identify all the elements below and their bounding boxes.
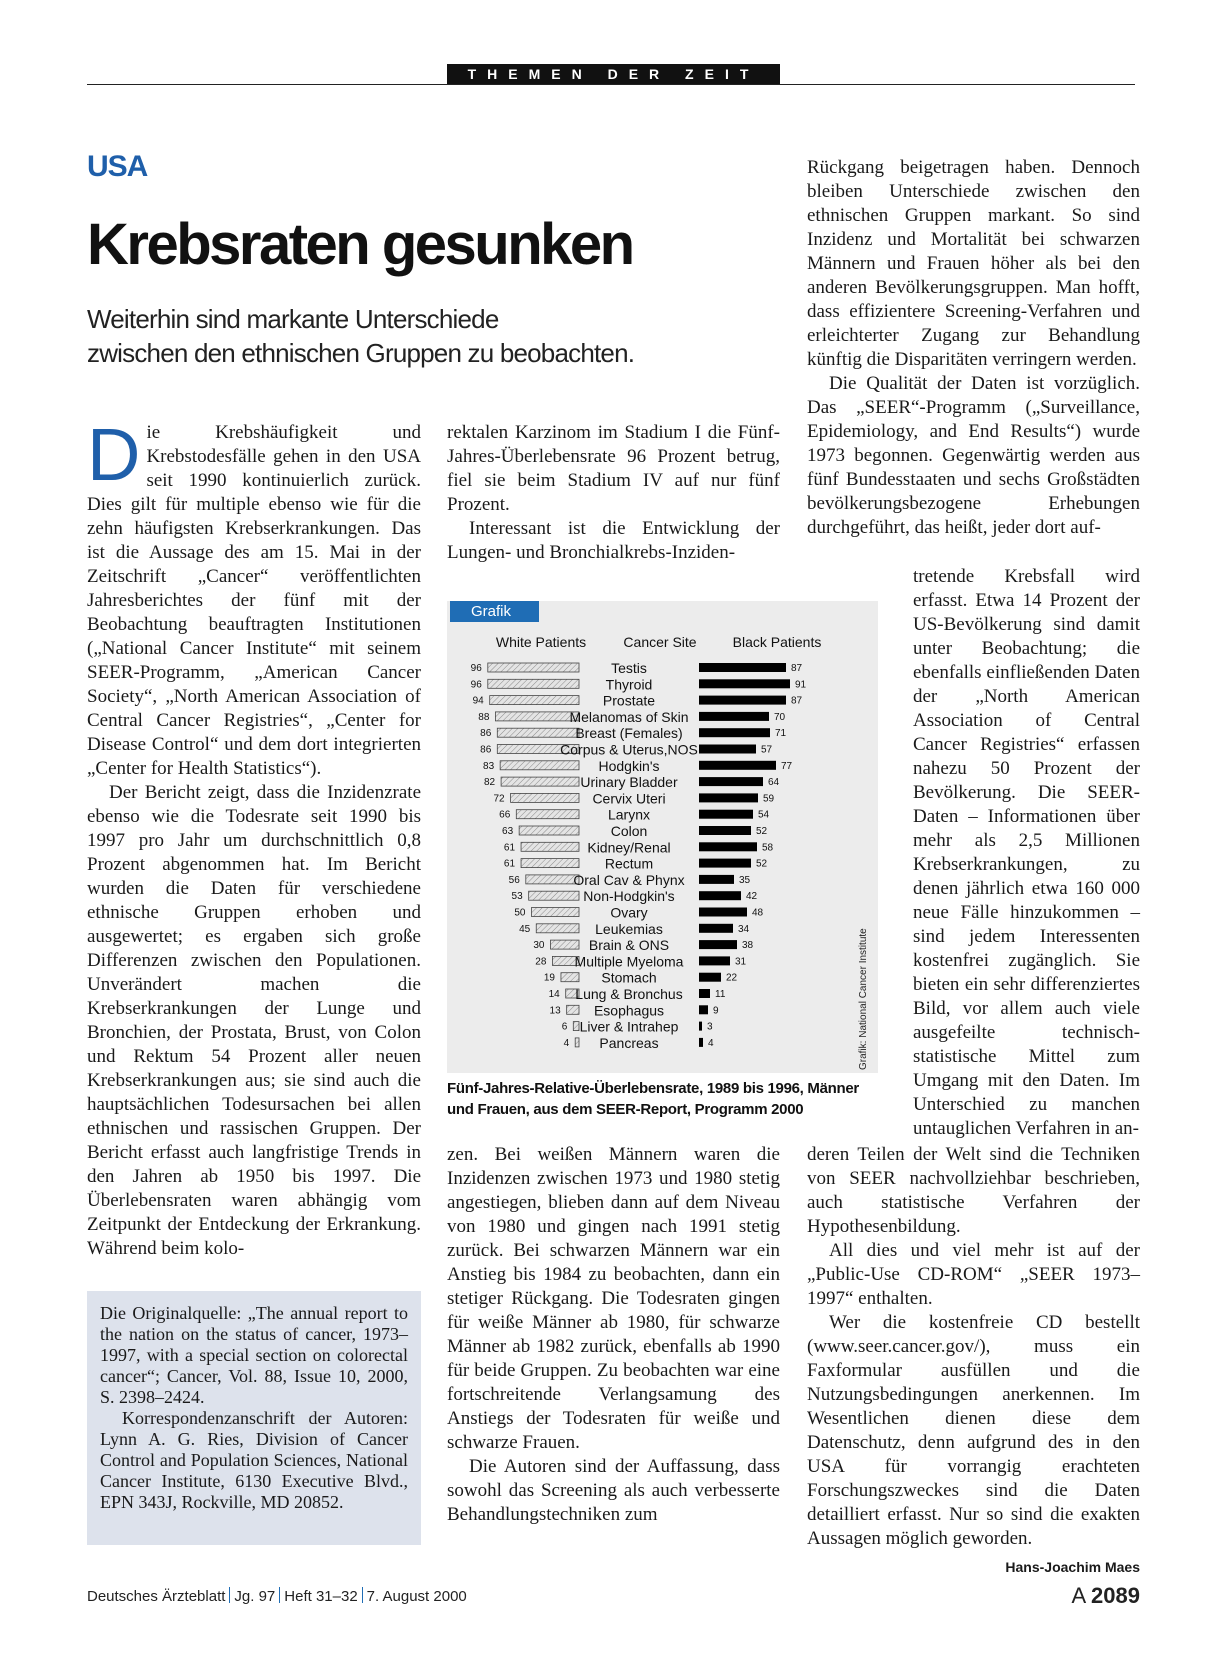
footer-separator: [279, 1587, 280, 1603]
value-label-black: 3: [707, 1021, 713, 1033]
bar-white-patients: [532, 908, 580, 917]
category-label: Urinary Bladder: [580, 774, 678, 791]
bar-black-patients: [699, 875, 734, 884]
paragraph: Interessant ist die Entwicklung der Lungen- und Bronchialkrebs-Inziden-: [447, 518, 780, 563]
category-label: Testis: [611, 660, 647, 676]
chart-header-site: Cancer Site: [623, 634, 697, 650]
category-label: Hodgkin's: [598, 757, 660, 774]
bar-white-patients: [561, 973, 579, 982]
category-label: Colon: [610, 823, 648, 839]
value-label-black: 52: [756, 858, 768, 870]
paragraph: deren Teilen der Welt sind die Techniken von SEER nachvollziehbar beschrieben, auch statistische Verfahren der Hypothesenbildung.: [807, 1144, 1140, 1237]
bar-white-patients: [529, 891, 579, 900]
value-label-white: 14: [548, 989, 560, 1000]
value-label-black: 91: [795, 679, 807, 691]
journal-issue: Heft 31–32: [284, 1588, 358, 1605]
value-label-black: 42: [746, 891, 758, 903]
paragraph: Die Autoren sind der Auffassung, dass sowohl das Screening als auch verbesserte Behandlungstechniken zum: [447, 1456, 780, 1525]
value-label-white: 72: [493, 793, 505, 805]
value-label-black: 38: [742, 940, 754, 952]
value-label-black: 22: [726, 972, 738, 984]
paragraph: [807, 1311, 1140, 1575]
category-label: Thyroid: [605, 676, 653, 693]
category-label: Stomach: [601, 969, 657, 986]
bar-black-patients: [699, 908, 747, 917]
bar-white-patients: [488, 679, 579, 688]
bar-black-patients: [699, 973, 721, 982]
value-label-white: 45: [519, 923, 531, 935]
bar-black-patients: [699, 891, 741, 900]
value-label-black: 52: [756, 826, 768, 837]
bar-white-patients: [575, 1038, 579, 1047]
value-label-black: 57: [761, 744, 773, 756]
bar-white-patients: [526, 875, 579, 884]
value-label-black: 34: [738, 923, 750, 935]
survival-rate-chart: [447, 601, 878, 1073]
value-label-white: 94: [472, 695, 484, 707]
value-label-black: 64: [768, 777, 780, 789]
bar-black-patients: [699, 842, 757, 851]
bar-black-patients: [699, 956, 730, 965]
correspondence-address: Korrespondenzanschrift der Autoren: Lynn A. G. Ries, Division of Cancer Control and Population Sciences, National Cancer Institute, 6130 Executive Blvd., EPN 343J, Rockville, MD 20852.: [100, 1408, 408, 1512]
text-column-3-wrap: [913, 565, 1140, 1141]
bar-black-patients: [699, 940, 737, 949]
chart-svg: [447, 601, 878, 1073]
footer-citation: [87, 1587, 1140, 1605]
subtitle-line-2: zwischen den ethnischen Gruppen zu beobachten.: [87, 338, 635, 368]
category-label: Larynx: [607, 806, 651, 823]
bar-black-patients: [699, 826, 751, 835]
bar-white-patients: [519, 826, 579, 835]
figure-tag: Grafik: [450, 601, 539, 622]
paragraph: rektalen Karzinom im Stadium I die Fünf-Jahres-Überlebensrate 96 Prozent betrug, fiel sie beim Stadium IV auf nur fünf Prozent.: [447, 422, 780, 515]
text-column-2-bottom: [447, 1143, 780, 1527]
category-label: Pancreas: [599, 1034, 659, 1051]
value-label-white: 13: [549, 1005, 561, 1017]
text-column-3-bottom: [807, 1143, 1140, 1579]
bar-white-patients: [567, 1005, 579, 1014]
value-label-white: 56: [508, 874, 520, 886]
value-label-white: 96: [470, 679, 482, 691]
value-label-white: 30: [533, 940, 545, 952]
bar-black-patients: [699, 1038, 703, 1047]
category-label: Lung & Bronchus: [575, 986, 683, 1002]
value-label-black: 11: [715, 989, 726, 1000]
bar-white-patients: [536, 924, 579, 933]
bar-black-patients: [699, 712, 769, 721]
category-label: Prostate: [602, 692, 656, 709]
article-subtitle: [87, 302, 777, 370]
bar-white-patients: [497, 728, 579, 737]
value-label-black: 31: [735, 956, 747, 968]
bar-white-patients: [521, 859, 579, 868]
bar-white-patients: [521, 842, 579, 851]
subtitle-line-1: Weiterhin sind markante Unterschiede: [87, 304, 499, 334]
value-label-black: 70: [774, 711, 786, 723]
category-label: Cervix Uteri: [592, 790, 666, 807]
value-label-black: 35: [739, 874, 751, 886]
lead-paragraph: [87, 413, 421, 781]
author-name: Hans-Joachim Maes: [1005, 1559, 1140, 1575]
bar-black-patients: [699, 793, 758, 802]
footer-separator: [362, 1587, 363, 1603]
journal-date: 7. August 2000: [366, 1588, 467, 1605]
value-label-black: 58: [762, 842, 774, 854]
category-label: Leukemias: [595, 920, 663, 937]
bar-black-patients: [699, 679, 790, 688]
value-label-black: 87: [791, 695, 803, 707]
paragraph: tretende Krebsfall wird erfasst. Etwa 14 Prozent der US-Bevölkerung sind damit unter Beobachtung; die ebenfalls einfließenden Daten der „North American Association of Central Cancer Registries“ erfassen nahezu 50 Prozent der Bevölkerung. Die SEER-Daten – Informationen über mehr als 2,5 Millionen Krebserkrankungen, zu denen jährlich etwa 160 000 neue Fälle hinzukommen – sind jedem Interessenten kostenfrei zugänglich. Sie bieten ein sehr differenziertes Bild, vor allem auch viele ausgefeilte technisch-statistische Mittel zum Umgang mit den Daten. Im Unterschied zu manchen untauglichen Verfahren in an-: [913, 566, 1140, 1139]
bar-black-patients: [699, 810, 753, 819]
value-label-white: 86: [480, 728, 492, 740]
paragraph: Der Bericht zeigt, dass die Inzidenzrate ebenso wie die Todesrate seit 1990 bis 1997 pro Jahr um durchschnittlich 0,8 Prozent abgenommen hat. Im Bericht wurden die Daten für verschiedene ethnische Gruppen erhoben und ausgewertet; es ergaben sich große Differenzen zwischen den Populationen. Unverändert machen die Krebserkrankungen der Lunge und Bronchien, der Prostata, Brust, von Colon und Rektum 54 Prozent aller neuen Krebserkrankungen aus; sie sind auch die hauptsächlichen Todesursachen bei allen ethnischen und rassischen Gruppen. Der Bericht erfasst auch langfristige Trends in den Jahren ab 1950 bis 1997. Die Überlebensraten waren abhängig vom Zeitpunkt der Entdeckung der Erkrankung. Während beim kolo-: [87, 782, 421, 1259]
page-footer: [87, 1583, 1140, 1611]
category-label: Non-Hodgkin's: [583, 888, 675, 905]
value-label-black: 87: [791, 663, 803, 674]
source-citation: Die Originalquelle: „The annual report to the nation on the status of cancer, 1973–1997, with a special section on colorectal cancer“; Cancer, Vol. 88, Issue 10, 2000, S. 2398–2424.: [100, 1303, 408, 1407]
value-label-white: 86: [480, 744, 492, 756]
paragraph: All dies und viel mehr ist auf der „Public-Use CD-ROM“ „SEER 1973–1997“ enthalten.: [807, 1240, 1140, 1309]
bar-white-patients: [501, 777, 579, 786]
paragraph: zen. Bei weißen Männern waren die Inzidenzen zwischen 1973 und 1980 stetig angestiegen, blieben dann auf dem Niveau von 1980 und gingen nach 1991 stetig zurück. Bei schwarzen Männern war ein Anstieg bis 1984 zu beobachten, dann ein stetiger Rückgang. Die Todesraten gingen für weiße Männer ab 1980, für schwarze Männer ab 1982 zurück, ebenfalls ab 1990 für beide Gruppen. Zu beobachten war eine fortschreitende Verlangsamung des Anstiegs der Todesraten für weiße und schwarze Frauen.: [447, 1144, 780, 1453]
category-label: Breast (Females): [575, 725, 683, 742]
article-kicker: USA: [87, 150, 148, 183]
header-rule: [87, 84, 1135, 85]
bar-white-patients: [500, 761, 579, 770]
value-label-white: 61: [503, 858, 516, 870]
value-label-white: 82: [483, 777, 496, 789]
bar-black-patients: [699, 989, 710, 998]
value-label-white: 6: [561, 1021, 568, 1033]
category-label: Rectum: [604, 855, 654, 872]
bar-white-patients: [551, 940, 580, 949]
bar-black-patients: [699, 1005, 708, 1014]
bar-black-patients: [699, 1022, 702, 1031]
bar-black-patients: [699, 777, 763, 786]
value-label-white: 66: [499, 809, 511, 821]
value-label-white: 63: [502, 826, 514, 837]
value-label-white: 50: [514, 907, 526, 919]
value-label-black: 59: [763, 793, 775, 805]
value-label-white: 88: [478, 711, 490, 723]
paragraph: Die Qualität der Daten ist vorzüglich. Das „SEER“-Programm („Surveillance, Epidemiology, and End Results“) wurde 1973 begonnen. Gegenwärtig werden aus fünf Bundesstaaten und sechs Großstädten bevölkerungsbezogene Erhebungen durchgeführt, das heißt, jeder dort auf-: [807, 373, 1140, 538]
bar-black-patients: [699, 761, 776, 770]
bar-black-patients: [699, 728, 770, 737]
value-label-white: 61: [503, 842, 516, 854]
value-label-black: 48: [752, 907, 764, 919]
page-number: 2089: [1091, 1583, 1140, 1608]
text-column-2-top: [447, 421, 780, 565]
value-label-white: 83: [483, 760, 495, 772]
paragraph: Rückgang beigetragen haben. Dennoch bleiben Unterschiede zwischen den ethnischen Gruppen markant. So sind Inzidenz und Mortalität bei schwarzen Männern und Frauen höher als bei den anderen Bevölkerungsgruppen. Man hofft, dass effizientere Screening-Verfahren und erleichterter Zugang zur Behandlung künftig die Disparitäten verringern werden.: [807, 157, 1140, 370]
bar-white-patients: [490, 696, 579, 705]
value-label-black: 9: [713, 1005, 719, 1017]
lead-text: ie Krebshäufigkeit und Krebstodesfälle gehen in den USA seit 1990 kontinuierlich zurück. Dies gilt für multiple ebenso wie für die zehn häufigsten Krebserkrankungen. Das ist die Aussage des am 15. Mai in der Zeitschrift „Cancer“ veröffentlichten Jahresberichtes der fünf mit der Beobachtung beauftragten Institutionen („National Cancer Institute“ mit seinem SEER-Programm, „American Cancer Society“, „North American Association of Central Cancer Registries“, „Center for Disease Control“ und dem dort integrierten „Center for Health Statistics“).: [87, 422, 421, 779]
chart-rows: [471, 660, 807, 1051]
value-label-white: 4: [563, 1037, 570, 1049]
figure-credit: Grafik: National Cancer Institute: [858, 928, 869, 1070]
category-label: Brain & ONS: [588, 937, 670, 954]
page-prefix: A: [1071, 1583, 1085, 1608]
journal-volume: Jg. 97: [234, 1588, 276, 1605]
bar-white-patients: [516, 810, 579, 819]
value-label-black: 4: [708, 1037, 714, 1049]
bar-white-patients: [495, 712, 579, 721]
value-label-white: 96: [470, 663, 482, 674]
value-label-white: 28: [535, 956, 547, 968]
bar-black-patients: [699, 663, 786, 672]
value-label-black: 77: [781, 760, 793, 772]
category-label: Esophagus: [593, 1002, 665, 1019]
footer-separator: [229, 1587, 230, 1603]
bar-black-patients: [699, 859, 751, 868]
bar-black-patients: [699, 696, 786, 705]
category-label: Oral Cav & Phynx: [573, 871, 685, 888]
article-title: Krebsraten gesunken: [87, 212, 633, 277]
paragraph-text: Wer die kostenfreie CD bestellt (www.seer.cancer.gov/), muss ein Faxformular ausfüllen und die Nutzungsbedingungen anerkennen. Im Wesentlichen dienen diese dem Datenschutz, denn aufgrund des in den USA für vorrangig erachteten Forschungszweckes sind die Daten detailliert erfasst. Nur so sind die exakten Aussagen möglich geworden.: [807, 1312, 1140, 1549]
category-label: Ovary: [610, 904, 648, 921]
section-header: THEMEN DER ZEIT: [447, 64, 780, 85]
value-label-black: 71: [775, 728, 787, 740]
category-label: Melanomas of Skin: [569, 708, 689, 725]
drop-cap: D: [87, 413, 141, 496]
value-label-black: 54: [758, 809, 770, 821]
bar-black-patients: [699, 924, 733, 933]
bar-black-patients: [699, 745, 756, 754]
journal-name: Deutsches Ärzteblatt: [87, 1588, 226, 1605]
chart-header-black: Black Patients: [732, 634, 822, 650]
category-label: Liver & Intrahep: [579, 1018, 679, 1035]
category-label: Multiple Myeloma: [574, 953, 684, 970]
category-label: Kidney/Renal: [587, 839, 671, 856]
bar-white-patients: [511, 793, 579, 802]
bar-white-patients: [488, 663, 579, 672]
figure-caption: Fünf-Jahres-Relative-Überlebensrate, 1989 bis 1996, Männer und Frauen, aus dem SEER-Report, Programm 2000: [447, 1080, 859, 1118]
text-column-3-top: [807, 156, 1140, 540]
bar-white-patients: [573, 1022, 579, 1031]
page-number-block: [1071, 1583, 1140, 1609]
value-label-white: 53: [511, 891, 523, 903]
source-box: [87, 1291, 421, 1545]
chart-header-white: White Patients: [495, 634, 587, 650]
value-label-white: 19: [543, 972, 555, 984]
category-label: Corpus & Uterus,NOS: [560, 741, 698, 758]
text-column-1: [87, 413, 421, 1261]
